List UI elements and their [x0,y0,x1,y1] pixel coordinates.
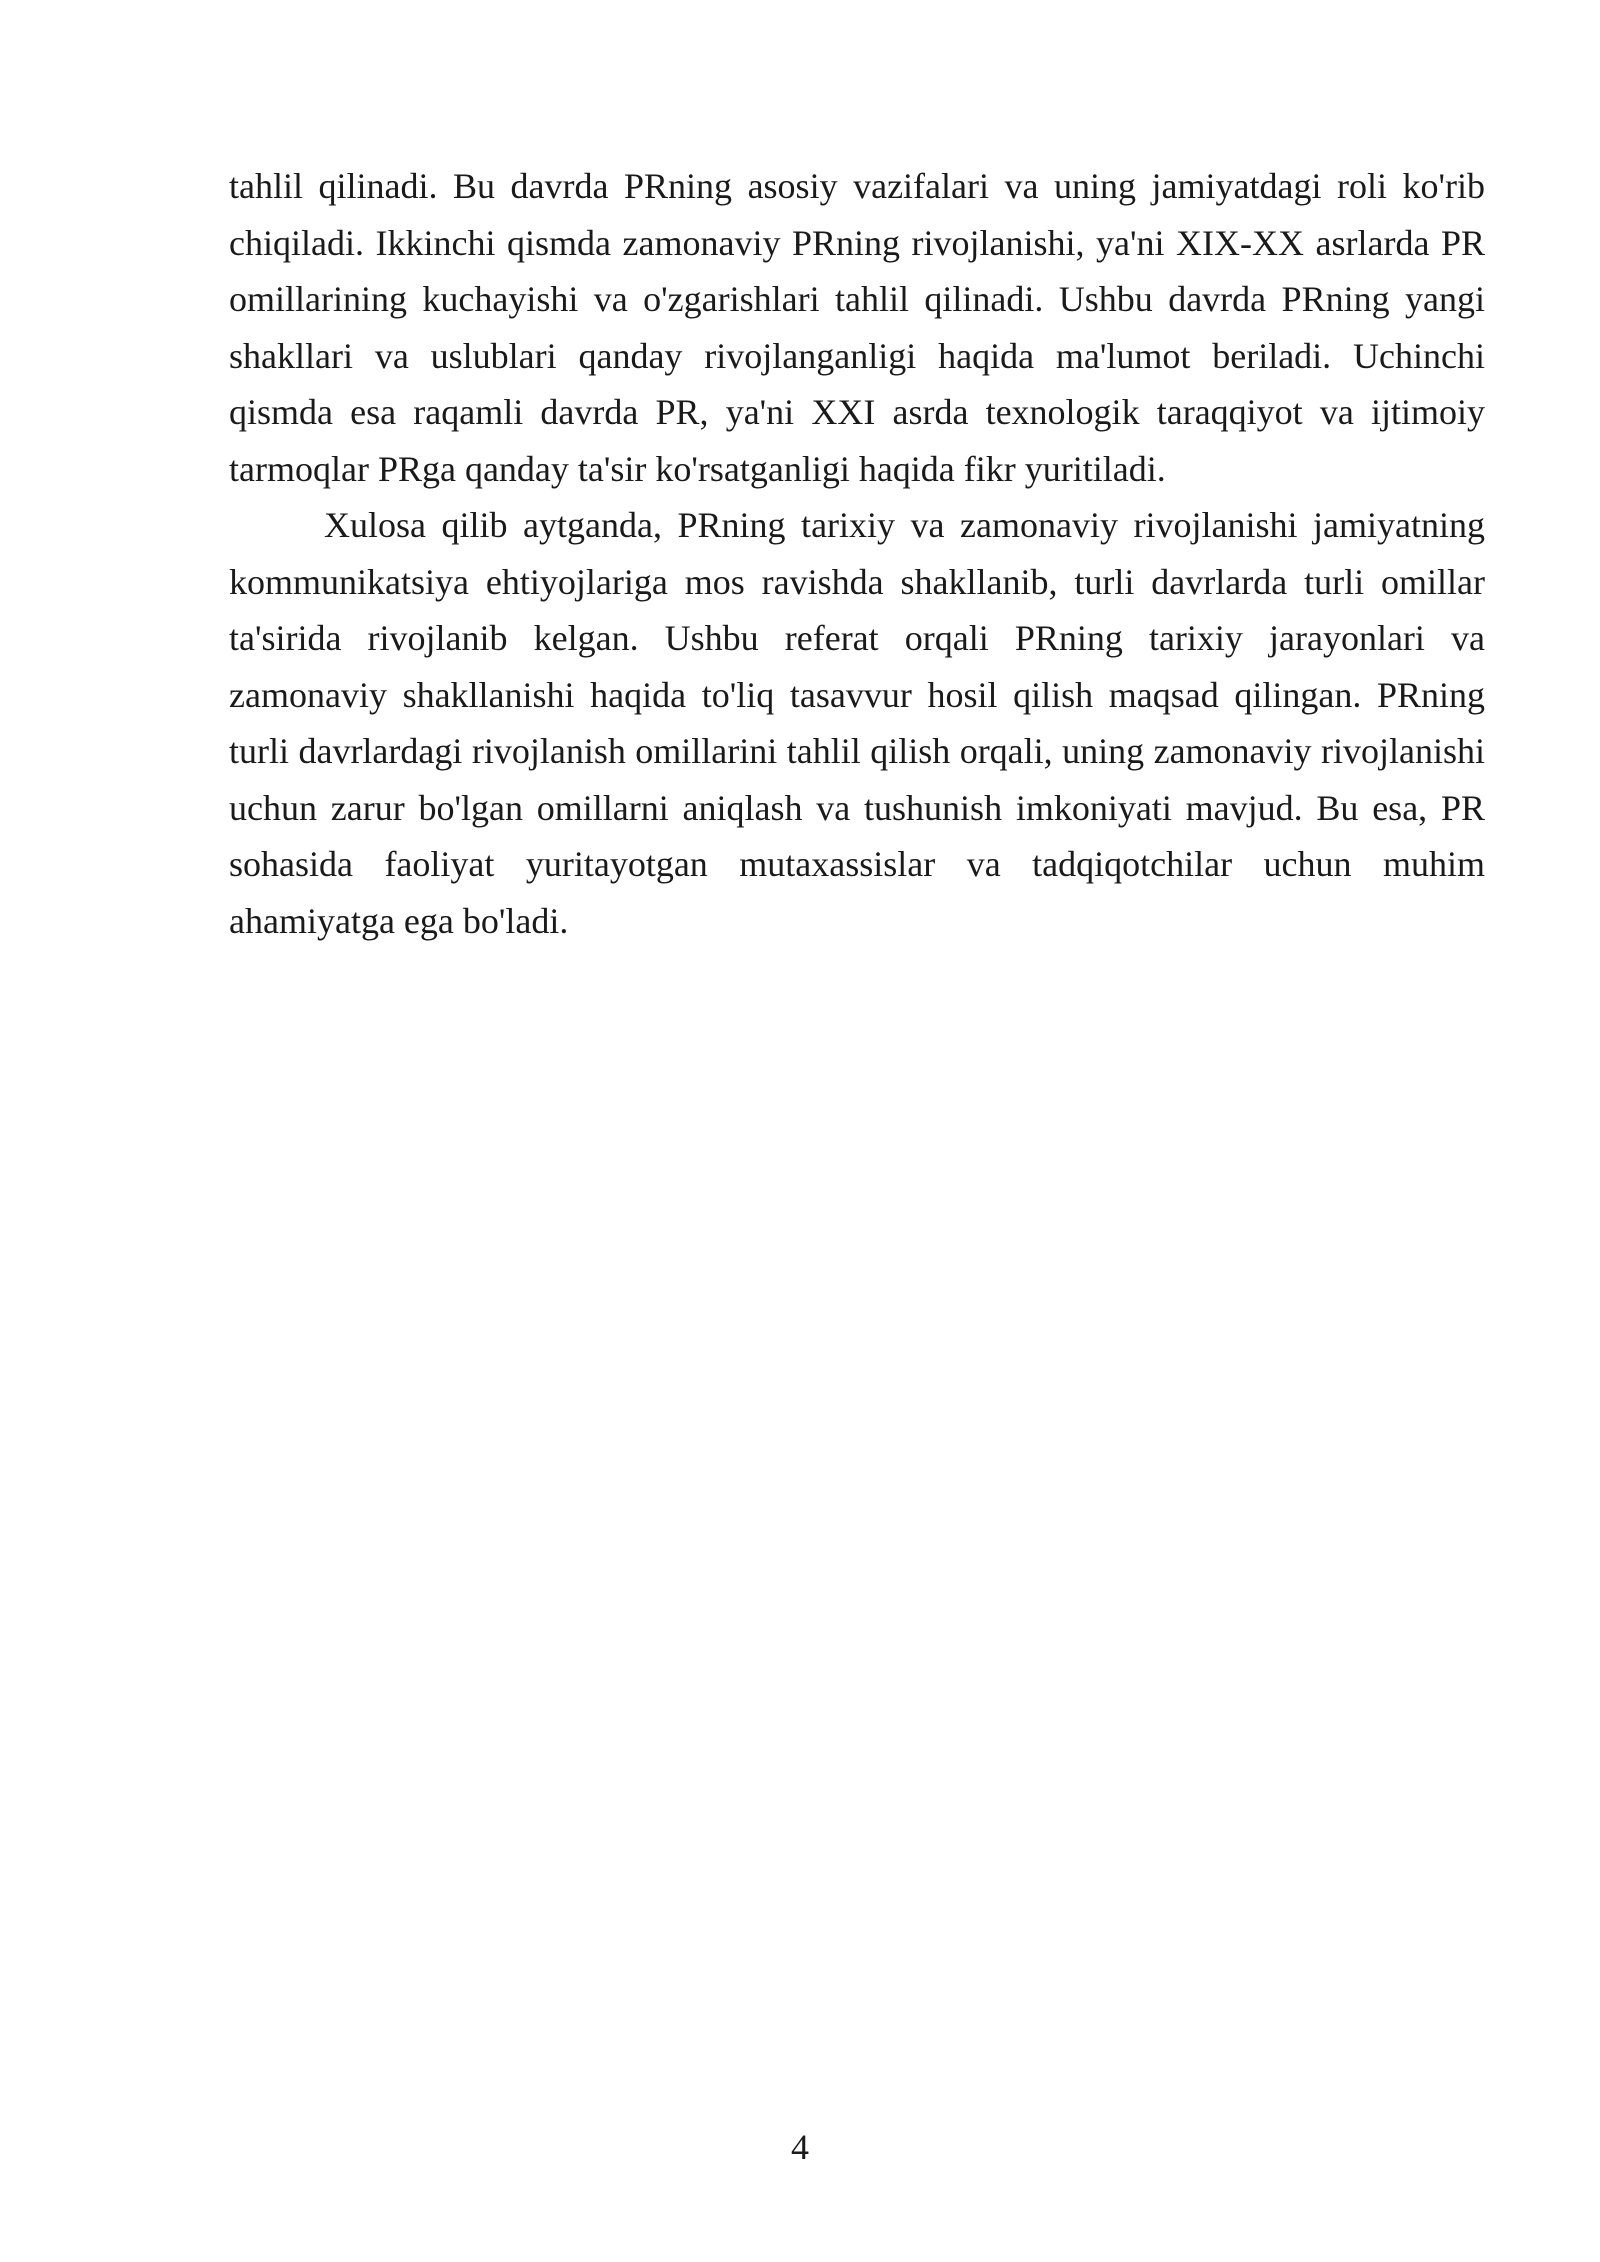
document-body [229,158,1485,949]
paragraph-continuation: tahlil qilinadi. Bu davrda PRning asosiy vazifalari va uning jamiyatdagi roli ko'rib chiqiladi. Ikkinchi qismda zamonaviy PRning rivojlanishi, ya'ni XIX-XX asrlarda PR omillarining kuchayishi va o'zgarishlari tahlil qilinadi. Ushbu davrda PRning yangi shakllari va uslublari qanday rivojlanganligi haqida ma'lumot beriladi. Uchinchi qismda esa raqamli davrda PR, ya'ni XXI asrda texnologik taraqqiyot va ijtimoiy tarmoqlar PRga qanday ta'sir ko'rsatganligi haqida fikr yuritiladi. [229,166,1485,489]
paragraph-conclusion: Xulosa qilib aytganda, PRning tarixiy va zamonaviy rivojlanishi jamiyatning kommunikatsiya ehtiyojlariga mos ravishda shakllanib, turli davrlarda turli omillar ta'sirida rivojlanib kelgan. Ushbu referat orqali PRning tarixiy jarayonlari va zamonaviy shakllanishi haqida to'liq tasavvur hosil qilish maqsad qilingan. PRning turli davrlardagi rivojlanish omillarini tahlil qilish orqali, uning zamonaviy rivojlanishi uchun zarur bo'lgan omillarni aniqlash va tushunish imkoniyati mavjud. Bu esa, PR sohasida faoliyat yuritayotgan mutaxassislar va tadqiqotchilar uchun muhim ahamiyatga ega bo'ladi. [229,505,1485,941]
page-number: 4 [791,2127,809,2167]
